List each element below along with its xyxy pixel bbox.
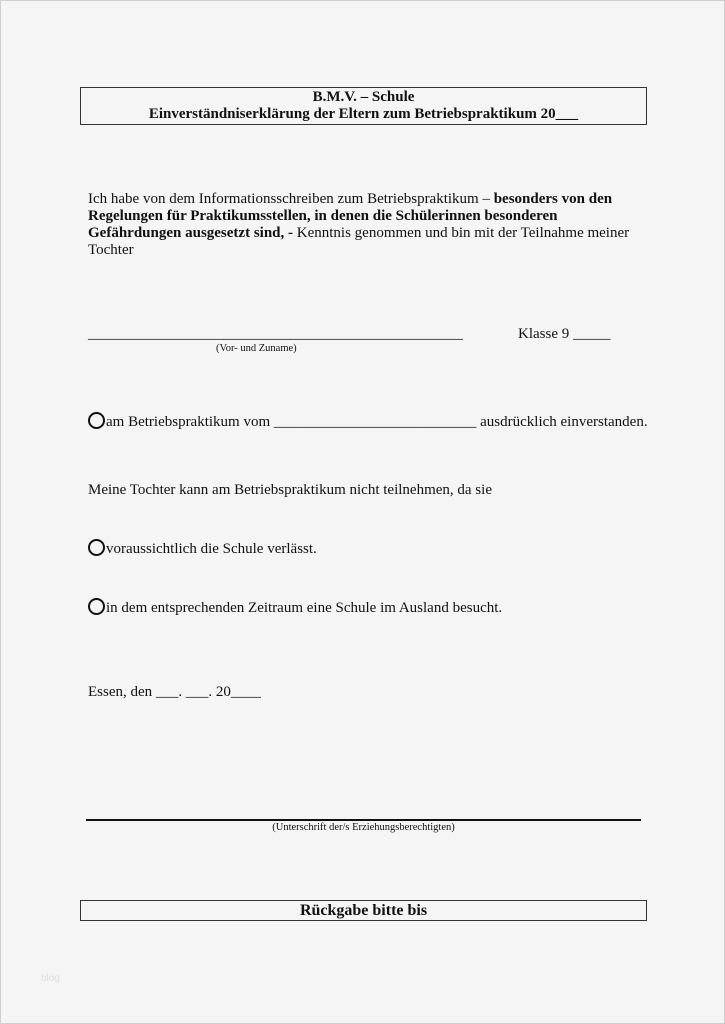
watermark: blog	[41, 973, 60, 984]
header-box	[80, 87, 647, 125]
reason2-text: in dem entsprechenden Zeitraum eine Schule im Ausland besucht.	[106, 600, 503, 616]
consent-text: am Betriebspraktikum vom ___________________________ ausdrücklich einverstanden.	[106, 414, 648, 430]
school-name: B.M.V. – Schule	[312, 89, 415, 105]
form-title: Einverständniserklärung der Eltern zum Betriebspraktikum 20___	[148, 106, 579, 122]
signature-label: (Unterschrift der/s Erziehungsberechtigten)	[272, 822, 455, 833]
intro-text-end: Kenntnis genommen und bin mit der Teilnahme meiner Tochter	[88, 225, 630, 258]
intro-bold-text: besonders von den Regelungen für Praktikumsstellen, in denen die Schülerinnen besonderen Gefährdungen ausgesetzt sind, -	[88, 191, 613, 241]
signature-line[interactable]	[86, 819, 641, 821]
consent-option[interactable]	[88, 412, 648, 431]
name-label: (Vor- und Zuname)	[216, 343, 297, 354]
name-input-line[interactable]: __________________________________________________	[88, 326, 463, 342]
radio-circle-icon[interactable]	[88, 412, 105, 429]
decline-intro: Meine Tochter kann am Betriebspraktikum nicht teilnehmen, da sie	[88, 482, 492, 498]
place-date-field[interactable]: Essen, den ___. ___. 20____	[88, 684, 261, 700]
radio-circle-icon[interactable]	[88, 539, 105, 556]
reason-option-2[interactable]	[88, 598, 502, 617]
return-label: Rückgabe bitte bis	[299, 902, 428, 919]
return-box	[80, 900, 647, 921]
reason-option-1[interactable]	[88, 539, 317, 558]
intro-paragraph	[88, 191, 643, 259]
radio-circle-icon[interactable]	[88, 598, 105, 615]
class-field[interactable]: Klasse 9 _____	[518, 326, 611, 342]
intro-text: Ich habe von dem Informationsschreiben zum Betriebspraktikum –	[88, 191, 494, 207]
reason1-text: voraussichtlich die Schule verlässt.	[106, 541, 317, 557]
